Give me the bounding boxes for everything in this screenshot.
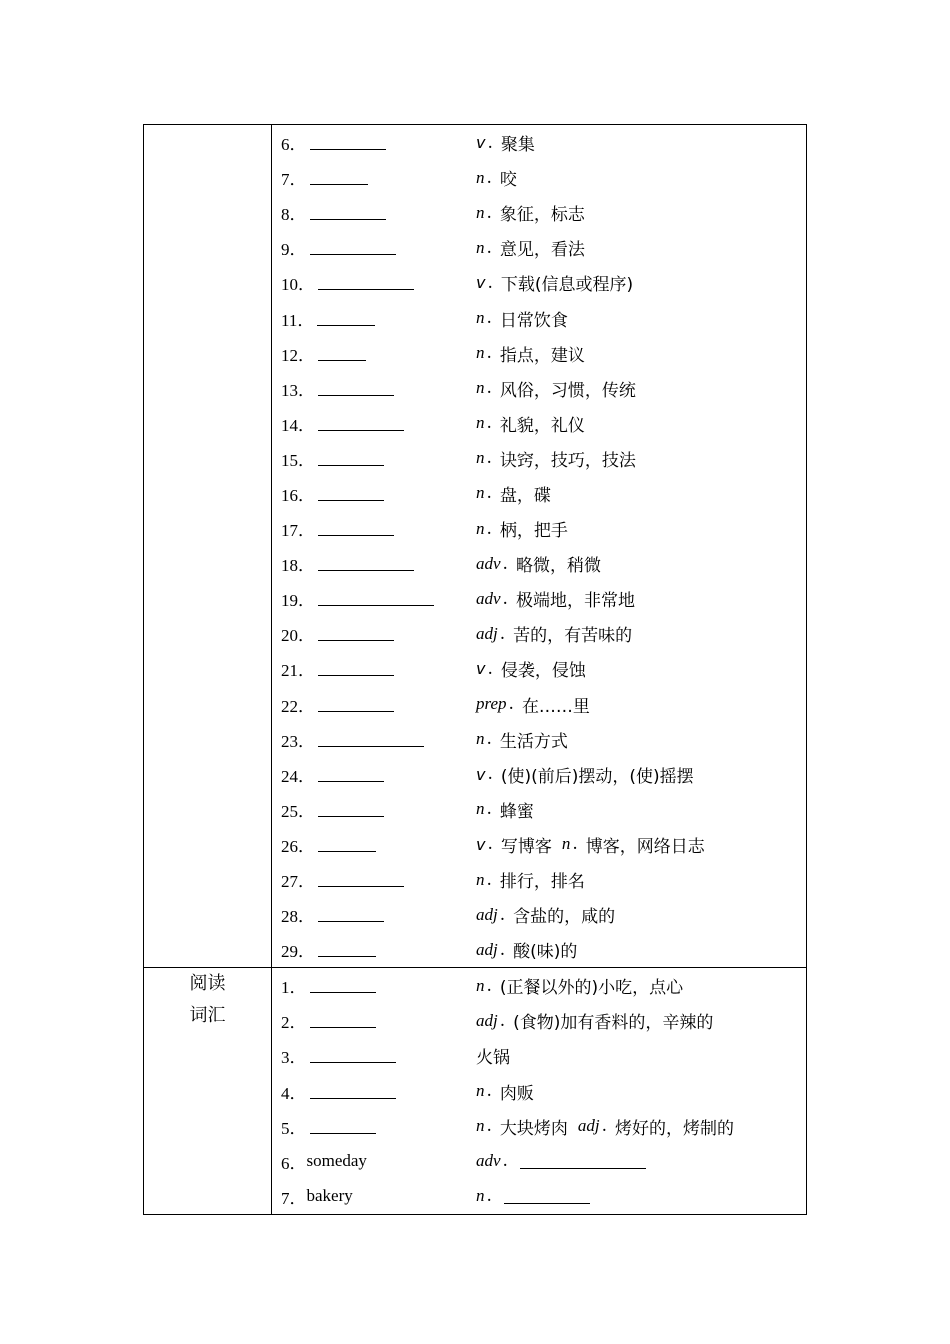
entry-meaning: 肉贩 bbox=[499, 1083, 534, 1104]
part-of-speech: n bbox=[476, 869, 485, 889]
vocab-entry bbox=[272, 687, 806, 722]
entry-meaning: 下载(信息或程序) bbox=[500, 275, 634, 296]
entry-meaning: 排行，排名 bbox=[499, 872, 585, 893]
answer-blank[interactable] bbox=[318, 907, 384, 922]
answer-blank[interactable] bbox=[310, 240, 396, 255]
pos-separator: . bbox=[486, 1186, 492, 1207]
vocab-entry bbox=[272, 300, 806, 335]
answer-blank[interactable] bbox=[318, 486, 384, 501]
vocab-entry bbox=[272, 722, 806, 757]
pos-separator: . bbox=[486, 518, 492, 539]
part-of-speech: n bbox=[476, 413, 485, 433]
vocab-entry bbox=[272, 968, 806, 1003]
part-of-speech: adv bbox=[476, 1151, 501, 1171]
answer-blank[interactable] bbox=[318, 451, 384, 466]
pos-separator: . bbox=[486, 1081, 492, 1102]
entry-meaning: (使)(前后)摆动，(使)摇摆 bbox=[500, 766, 694, 787]
pos-separator: . bbox=[487, 132, 493, 153]
vocab-entry bbox=[272, 862, 806, 897]
answer-blank[interactable] bbox=[318, 591, 434, 606]
answer-blank[interactable] bbox=[310, 135, 386, 150]
entry-number: 3． bbox=[281, 1048, 307, 1068]
vocab-entry bbox=[272, 1179, 806, 1214]
pos-separator: . bbox=[486, 975, 492, 996]
pos-separator: . bbox=[486, 308, 492, 329]
vocab-entry bbox=[272, 1003, 806, 1038]
part-of-speech: prep bbox=[476, 694, 507, 714]
part-of-speech: n bbox=[476, 378, 485, 398]
part-of-speech: n bbox=[476, 448, 485, 468]
pos-separator: . bbox=[499, 904, 506, 925]
pos-separator: . bbox=[487, 272, 493, 293]
pos-separator: . bbox=[486, 167, 492, 188]
entry-meaning: (食物)加有香料的，辛辣的 bbox=[513, 1013, 714, 1034]
vocab-entry bbox=[272, 511, 806, 546]
pos-separator: . bbox=[499, 939, 506, 960]
entry-number: 10． bbox=[281, 275, 315, 295]
entry-meaning: 苦的，有苦味的 bbox=[513, 626, 633, 647]
pos-separator: . bbox=[487, 764, 493, 785]
vocab-entry bbox=[272, 406, 806, 441]
vocab-entry bbox=[272, 336, 806, 371]
answer-blank[interactable] bbox=[318, 732, 424, 747]
pos-separator: . bbox=[486, 1116, 492, 1137]
pos-separator: . bbox=[486, 729, 492, 750]
part-of-speech: adj bbox=[476, 1010, 498, 1030]
entry-meaning: 侵袭，侵蚀 bbox=[500, 661, 586, 682]
entry-number: 9． bbox=[281, 240, 307, 260]
vocab-entry bbox=[272, 195, 806, 230]
vocab-entry bbox=[272, 371, 806, 406]
pos-separator: . bbox=[487, 658, 493, 679]
entry-number: 7． bbox=[281, 170, 307, 190]
answer-blank[interactable] bbox=[318, 275, 414, 290]
vocab-entry bbox=[272, 230, 806, 265]
entry-number: 5． bbox=[281, 1118, 307, 1138]
pos-separator: . bbox=[486, 483, 492, 504]
answer-blank[interactable] bbox=[318, 942, 376, 957]
entry-meaning: 礼貌，礼仪 bbox=[499, 415, 585, 436]
section-label-line: 阅读 bbox=[189, 973, 226, 995]
entry-number: 21． bbox=[281, 661, 315, 681]
part-of-speech: v bbox=[476, 764, 486, 784]
entry-meaning: 象征，标志 bbox=[499, 205, 585, 226]
entry-number: 26． bbox=[281, 836, 315, 856]
answer-blank[interactable] bbox=[310, 978, 376, 993]
answer-blank[interactable] bbox=[310, 1048, 396, 1063]
pos-separator: . bbox=[486, 799, 492, 820]
pos-separator: . bbox=[601, 1116, 608, 1137]
pos-separator: . bbox=[502, 553, 508, 574]
pos-separator: . bbox=[572, 834, 578, 855]
entry-number: 6． bbox=[281, 1153, 307, 1173]
entry-number: 16． bbox=[281, 485, 315, 505]
part-of-speech: adv bbox=[476, 588, 501, 608]
entry-meaning: 略微，稍微 bbox=[515, 556, 601, 577]
answer-blank[interactable] bbox=[318, 697, 394, 712]
entry-meaning: 指点，建议 bbox=[499, 345, 585, 366]
entry-meaning: 咬 bbox=[499, 170, 517, 191]
section-entries bbox=[272, 125, 807, 968]
pos-separator: . bbox=[486, 413, 492, 434]
pos-separator: . bbox=[486, 378, 492, 399]
pos-separator: . bbox=[486, 237, 492, 258]
vocab-entry bbox=[272, 757, 806, 792]
entry-number: 15． bbox=[281, 450, 315, 470]
vocab-entry bbox=[272, 441, 806, 476]
answer-blank[interactable] bbox=[520, 1154, 646, 1169]
answer-blank[interactable] bbox=[504, 1189, 590, 1204]
part-of-speech: n bbox=[476, 202, 485, 222]
answer-blank[interactable] bbox=[310, 1084, 396, 1099]
part-of-speech: n bbox=[476, 308, 485, 328]
entry-number: 2． bbox=[281, 1013, 307, 1033]
entry-number: 20． bbox=[281, 626, 315, 646]
entry-number: 14． bbox=[281, 415, 315, 435]
part-of-speech: n bbox=[561, 834, 571, 854]
part-of-speech: n bbox=[476, 1186, 485, 1206]
part-of-speech: v bbox=[476, 834, 486, 854]
answer-blank[interactable] bbox=[317, 311, 375, 326]
entry-number: 29． bbox=[281, 942, 315, 962]
entry-number: 12． bbox=[281, 345, 315, 365]
vocab-entry bbox=[272, 581, 806, 616]
pos-separator: . bbox=[502, 1151, 508, 1172]
entry-meaning: 极端地，非常地 bbox=[515, 591, 635, 612]
entry-meaning: 聚集 bbox=[500, 135, 535, 156]
entry-meaning: 柄，把手 bbox=[499, 521, 568, 542]
vocabulary-table bbox=[143, 124, 807, 1215]
part-of-speech: adv bbox=[476, 553, 501, 573]
entry-meaning: 日常饮食 bbox=[499, 310, 568, 331]
part-of-speech: n bbox=[476, 483, 485, 503]
answer-blank[interactable] bbox=[318, 521, 394, 536]
entry-number: 13． bbox=[281, 380, 315, 400]
entry-meaning: 烤好的，烤制的 bbox=[615, 1118, 735, 1139]
part-of-speech: n bbox=[476, 1081, 485, 1101]
part-of-speech: adj bbox=[577, 1116, 600, 1136]
entry-meaning: 火锅 bbox=[476, 1048, 510, 1069]
entry-number: 17． bbox=[281, 521, 315, 541]
part-of-speech: v bbox=[476, 133, 486, 153]
vocab-entry bbox=[272, 1038, 806, 1073]
vocab-entry bbox=[272, 651, 806, 686]
entry-number: 11． bbox=[281, 310, 315, 330]
section-label-line: 词汇 bbox=[189, 1005, 226, 1027]
entry-meaning: 含盐的，咸的 bbox=[513, 907, 616, 928]
entry-meaning: 风俗，习惯，传统 bbox=[499, 380, 636, 401]
answer-blank[interactable] bbox=[318, 346, 366, 361]
section-row-1 bbox=[144, 125, 807, 968]
part-of-speech: n bbox=[476, 167, 485, 187]
answer-blank[interactable] bbox=[318, 872, 404, 887]
answer-blank[interactable] bbox=[310, 205, 386, 220]
section-label-cell bbox=[144, 125, 272, 968]
entry-meaning: 诀窍，技巧，技法 bbox=[499, 450, 636, 471]
vocab-entry bbox=[272, 827, 806, 862]
entry-number: 27． bbox=[281, 872, 315, 892]
part-of-speech: n bbox=[476, 799, 485, 819]
answer-blank[interactable] bbox=[318, 626, 394, 641]
pos-separator: . bbox=[499, 623, 506, 644]
entry-number: 8． bbox=[281, 205, 307, 225]
section-row-2 bbox=[144, 968, 807, 1215]
vocab-entry bbox=[272, 160, 806, 195]
answer-blank[interactable] bbox=[318, 381, 394, 396]
part-of-speech: n bbox=[476, 729, 485, 749]
vocab-entry bbox=[272, 125, 806, 160]
part-of-speech: adj bbox=[476, 904, 498, 924]
entry-number: 19． bbox=[281, 591, 315, 611]
section-entries bbox=[272, 968, 807, 1215]
pos-separator: . bbox=[486, 202, 492, 223]
entry-meaning: 蜂蜜 bbox=[499, 801, 534, 822]
pos-separator: . bbox=[486, 343, 492, 364]
section-label-cell bbox=[144, 968, 272, 1215]
vocab-entry bbox=[272, 1109, 806, 1144]
entry-meaning: 博客，网络日志 bbox=[585, 836, 705, 857]
part-of-speech: v bbox=[476, 273, 486, 293]
entry-meaning: (正餐以外的)小吃，点心 bbox=[499, 978, 684, 999]
entry-meaning: 盘，碟 bbox=[499, 485, 551, 506]
entry-number: 18． bbox=[281, 556, 315, 576]
entry-number: 4． bbox=[281, 1083, 307, 1103]
part-of-speech: adj bbox=[476, 939, 498, 959]
pos-separator: . bbox=[499, 1010, 506, 1031]
entry-number: 23． bbox=[281, 731, 315, 751]
entry-number: 25． bbox=[281, 801, 315, 821]
pos-separator: . bbox=[502, 588, 508, 609]
part-of-speech: n bbox=[476, 975, 485, 995]
entry-number: 22． bbox=[281, 696, 315, 716]
part-of-speech: n bbox=[476, 518, 485, 538]
answer-blank[interactable] bbox=[318, 767, 384, 782]
pos-separator: . bbox=[487, 834, 493, 855]
part-of-speech: n bbox=[476, 343, 485, 363]
vocab-entry bbox=[272, 616, 806, 651]
answer-blank[interactable] bbox=[318, 661, 394, 676]
entry-number: 6． bbox=[281, 135, 307, 155]
entry-number: 1． bbox=[281, 978, 307, 998]
entry-meaning: 大块烤肉 bbox=[499, 1118, 568, 1139]
answer-blank[interactable] bbox=[318, 802, 384, 817]
answer-blank[interactable] bbox=[310, 1119, 376, 1134]
pos-separator: . bbox=[508, 694, 514, 715]
entry-meaning: 酸(味)的 bbox=[513, 942, 578, 963]
vocab-entry bbox=[272, 1074, 806, 1109]
answer-blank[interactable] bbox=[310, 1013, 376, 1028]
answer-blank[interactable] bbox=[318, 837, 376, 852]
entry-meaning: 意见，看法 bbox=[499, 240, 585, 261]
vocab-entry bbox=[272, 1144, 806, 1179]
entry-number: 7． bbox=[281, 1188, 307, 1208]
entry-meaning: 生活方式 bbox=[499, 731, 568, 752]
pos-separator: . bbox=[486, 869, 492, 890]
vocab-entry bbox=[272, 546, 806, 581]
pos-separator: . bbox=[486, 448, 492, 469]
part-of-speech: n bbox=[476, 237, 485, 257]
entry-meaning: 在……里 bbox=[521, 696, 590, 717]
vocab-entry bbox=[272, 265, 806, 300]
answer-blank[interactable] bbox=[310, 170, 368, 185]
part-of-speech: adj bbox=[476, 623, 498, 643]
vocab-entry bbox=[272, 897, 806, 932]
entry-word: bakery bbox=[306, 1186, 353, 1206]
vocab-entry bbox=[272, 792, 806, 827]
part-of-speech: v bbox=[476, 659, 486, 679]
entry-word: someday bbox=[306, 1151, 367, 1171]
vocab-entry bbox=[272, 476, 806, 511]
entry-number: 24． bbox=[281, 766, 315, 786]
answer-blank[interactable] bbox=[318, 416, 404, 431]
answer-blank[interactable] bbox=[318, 556, 414, 571]
vocab-entry bbox=[272, 932, 806, 967]
entry-meaning: 写博客 bbox=[500, 836, 552, 857]
entry-number: 28． bbox=[281, 907, 315, 927]
part-of-speech: n bbox=[476, 1116, 485, 1136]
